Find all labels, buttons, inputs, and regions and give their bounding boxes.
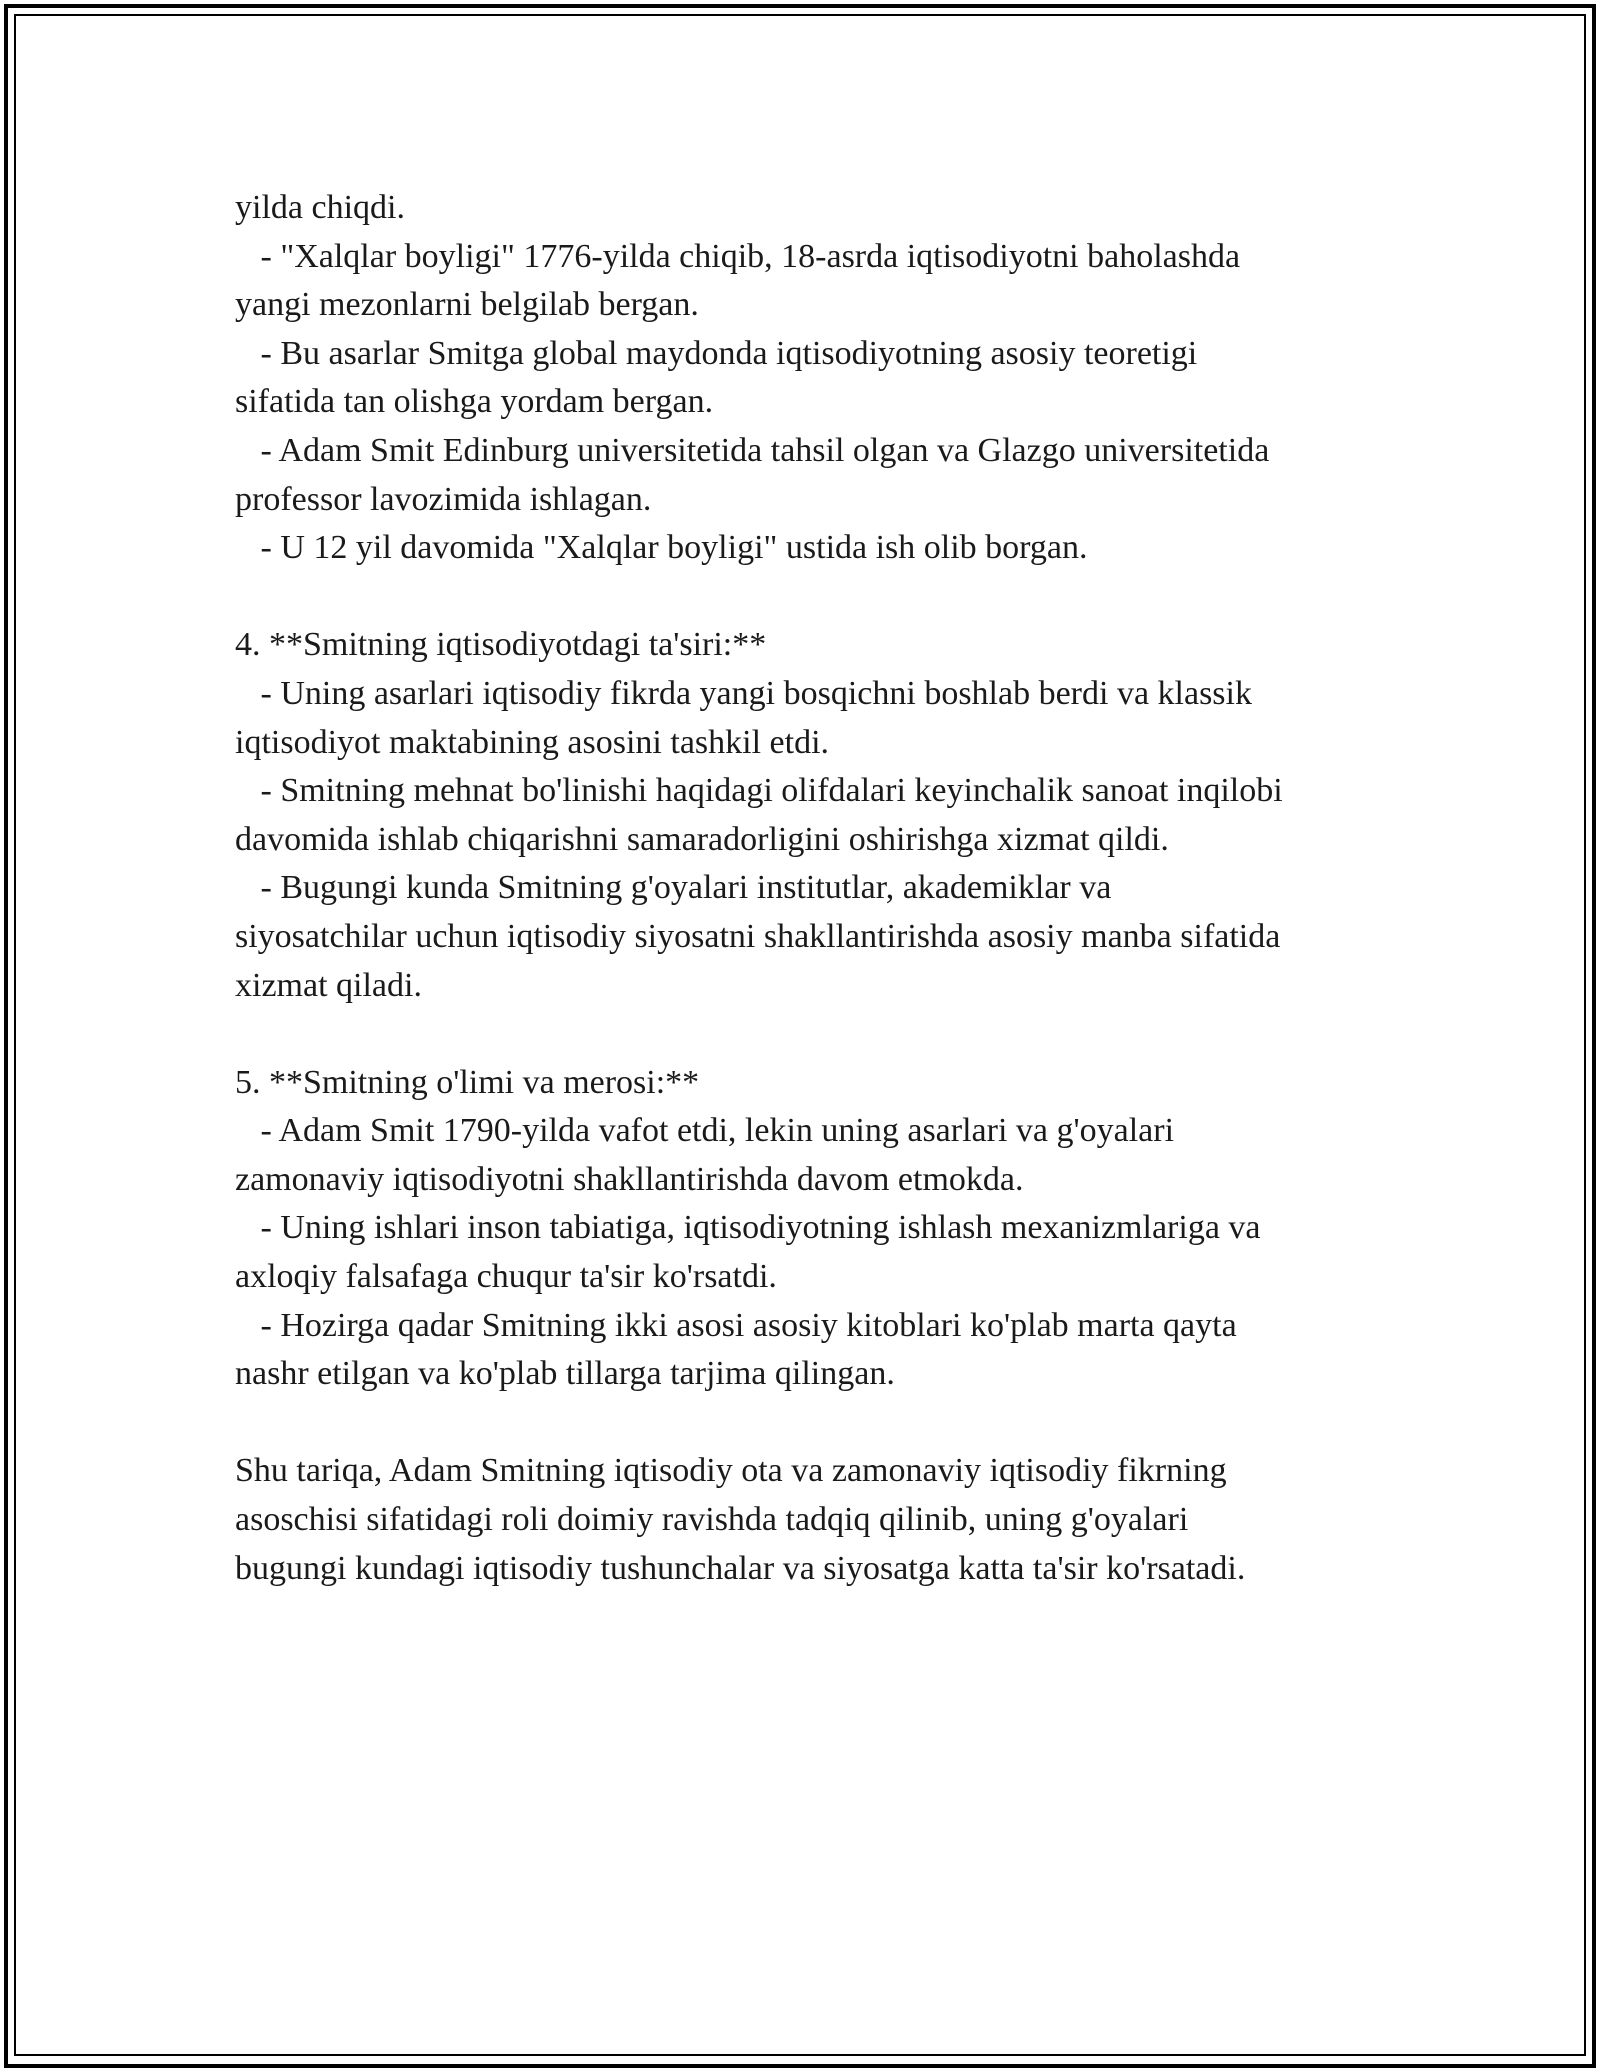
blank-line bbox=[235, 1399, 1385, 1448]
conclusion-line: Shu tariqa, Adam Smitning iqtisodiy ota va zamonaviy iqtisodiy fikrning bbox=[235, 1452, 1227, 1490]
conclusion-line: asoschisi sifatidagi roli doimiy ravishda tadqiq qilinib, uning g'oyalari bbox=[235, 1501, 1189, 1539]
text-line: professor lavozimida ishlagan. bbox=[235, 480, 652, 518]
text-line: yilda chiqdi. bbox=[235, 189, 405, 226]
conclusion-line: bugungi kundagi iqtisodiy tushunchalar va siyosatga katta ta'sir ko'rsatadi. bbox=[235, 1549, 1246, 1587]
text-line: - Uning asarlari iqtisodiy fikrda yangi bosqichni boshlab berdi va klassik bbox=[235, 674, 1252, 712]
text-line: zamonaviy iqtisodiyotni shakllantirishda davom etmokda. bbox=[235, 1160, 1024, 1198]
text-line: - Adam Smit Edinburg universitetida tahsil olgan va Glazgo universitetida bbox=[235, 431, 1270, 469]
text-line: - Bugungi kunda Smitning g'oyalari institutlar, akademiklar va bbox=[235, 869, 1112, 907]
text-line: - Hozirga qadar Smitning ikki asosi asosiy kitoblari ko'plab marta qayta bbox=[235, 1306, 1237, 1344]
blank-line bbox=[235, 573, 1385, 622]
document-body bbox=[235, 184, 1385, 1593]
text-line: axloqiy falsafaga chuqur ta'sir ko'rsatdi. bbox=[235, 1258, 777, 1296]
text-line: iqtisodiyot maktabining asosini tashkil etdi. bbox=[235, 723, 830, 761]
text-line: siyosatchilar uchun iqtisodiy siyosatni shakllantirishda asosiy manba sifatida bbox=[235, 917, 1281, 955]
text-line: - U 12 yil davomida "Xalqlar boyligi" ustida ish olib borgan. bbox=[235, 529, 1088, 567]
text-line: - Uning ishlari inson tabiatiga, iqtisodiyotning ishlash mexanizmlariga va bbox=[235, 1209, 1261, 1247]
blank-line bbox=[235, 1010, 1385, 1059]
section-heading: 5. **Smitning o'limi va merosi:** bbox=[235, 1063, 700, 1101]
text-line: - Bu asarlar Smitga global maydonda iqtisodiyotning asosiy teoretigi bbox=[235, 334, 1198, 372]
text-line: - "Xalqlar boyligi" 1776-yilda chiqib, 18-asrda iqtisodiyotni baholashda bbox=[235, 237, 1241, 275]
text-line: yangi mezonlarni belgilab bergan. bbox=[235, 286, 699, 324]
text-line: xizmat qiladi. bbox=[235, 966, 422, 1004]
text-line: davomida ishlab chiqarishni samaradorligini oshirishga xizmat qildi. bbox=[235, 820, 1169, 858]
text-line: - Adam Smit 1790-yilda vafot etdi, lekin uning asarlari va g'oyalari bbox=[235, 1112, 1175, 1150]
text-line: nashr etilgan va ko'plab tillarga tarjima qilingan. bbox=[235, 1355, 895, 1393]
text-line: sifatida tan olishga yordam bergan. bbox=[235, 383, 714, 421]
section-heading: 4. **Smitning iqtisodiyotdagi ta'siri:** bbox=[235, 626, 767, 664]
text-line: - Smitning mehnat bo'linishi haqidagi olifdalari keyinchalik sanoat inqilobi bbox=[235, 772, 1283, 810]
